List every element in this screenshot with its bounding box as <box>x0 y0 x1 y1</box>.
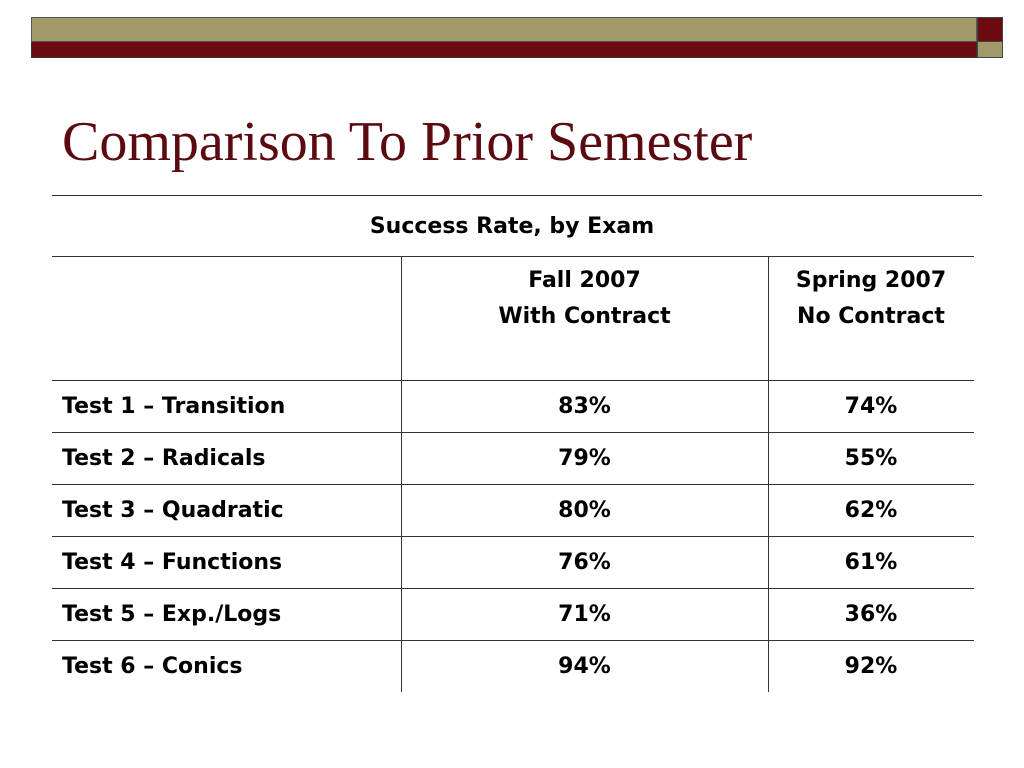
row-label: Test 3 – Quadratic <box>52 485 401 537</box>
header-fall-term: Fall 2007 <box>528 268 641 293</box>
fall-value: 83% <box>401 381 768 433</box>
slide-title: Comparison To Prior Semester <box>62 111 753 173</box>
corner-square-maroon <box>977 17 1003 42</box>
fall-value: 80% <box>401 485 768 537</box>
table-header-row <box>52 257 974 381</box>
header-row-label <box>52 257 401 381</box>
row-label: Test 1 – Transition <box>52 381 401 433</box>
header-spring-condition: No Contract <box>797 304 945 329</box>
fall-value: 94% <box>401 641 768 693</box>
row-label: Test 4 – Functions <box>52 537 401 589</box>
spring-value: 61% <box>768 537 974 589</box>
header-fall-2007 <box>401 257 768 381</box>
row-label: Test 5 – Exp./Logs <box>52 589 401 641</box>
row-label: Test 2 – Radicals <box>52 433 401 485</box>
table-row <box>52 641 974 693</box>
table-row <box>52 485 974 537</box>
spring-value: 62% <box>768 485 974 537</box>
spring-value: 36% <box>768 589 974 641</box>
table-row <box>52 589 974 641</box>
table-row <box>52 381 974 433</box>
header-band-maroon <box>31 42 977 58</box>
row-label: Test 6 – Conics <box>62 654 243 679</box>
corner-square-olive <box>977 42 1003 58</box>
fall-value: 79% <box>401 433 768 485</box>
success-rate-table <box>52 256 974 692</box>
header-spring-term: Spring 2007 <box>795 268 947 293</box>
fall-value: 71% <box>401 589 768 641</box>
header-fall-condition: With Contract <box>498 304 671 329</box>
table-caption: Success Rate, by Exam <box>369 213 655 239</box>
fall-value: 76% <box>401 537 768 589</box>
spring-value: 74% <box>768 381 974 433</box>
table-row <box>52 537 974 589</box>
spring-value: 92% <box>768 641 974 693</box>
table-row <box>52 433 974 485</box>
header-spring-2007 <box>768 257 974 381</box>
header-band-olive <box>31 17 977 42</box>
spring-value: 55% <box>768 433 974 485</box>
